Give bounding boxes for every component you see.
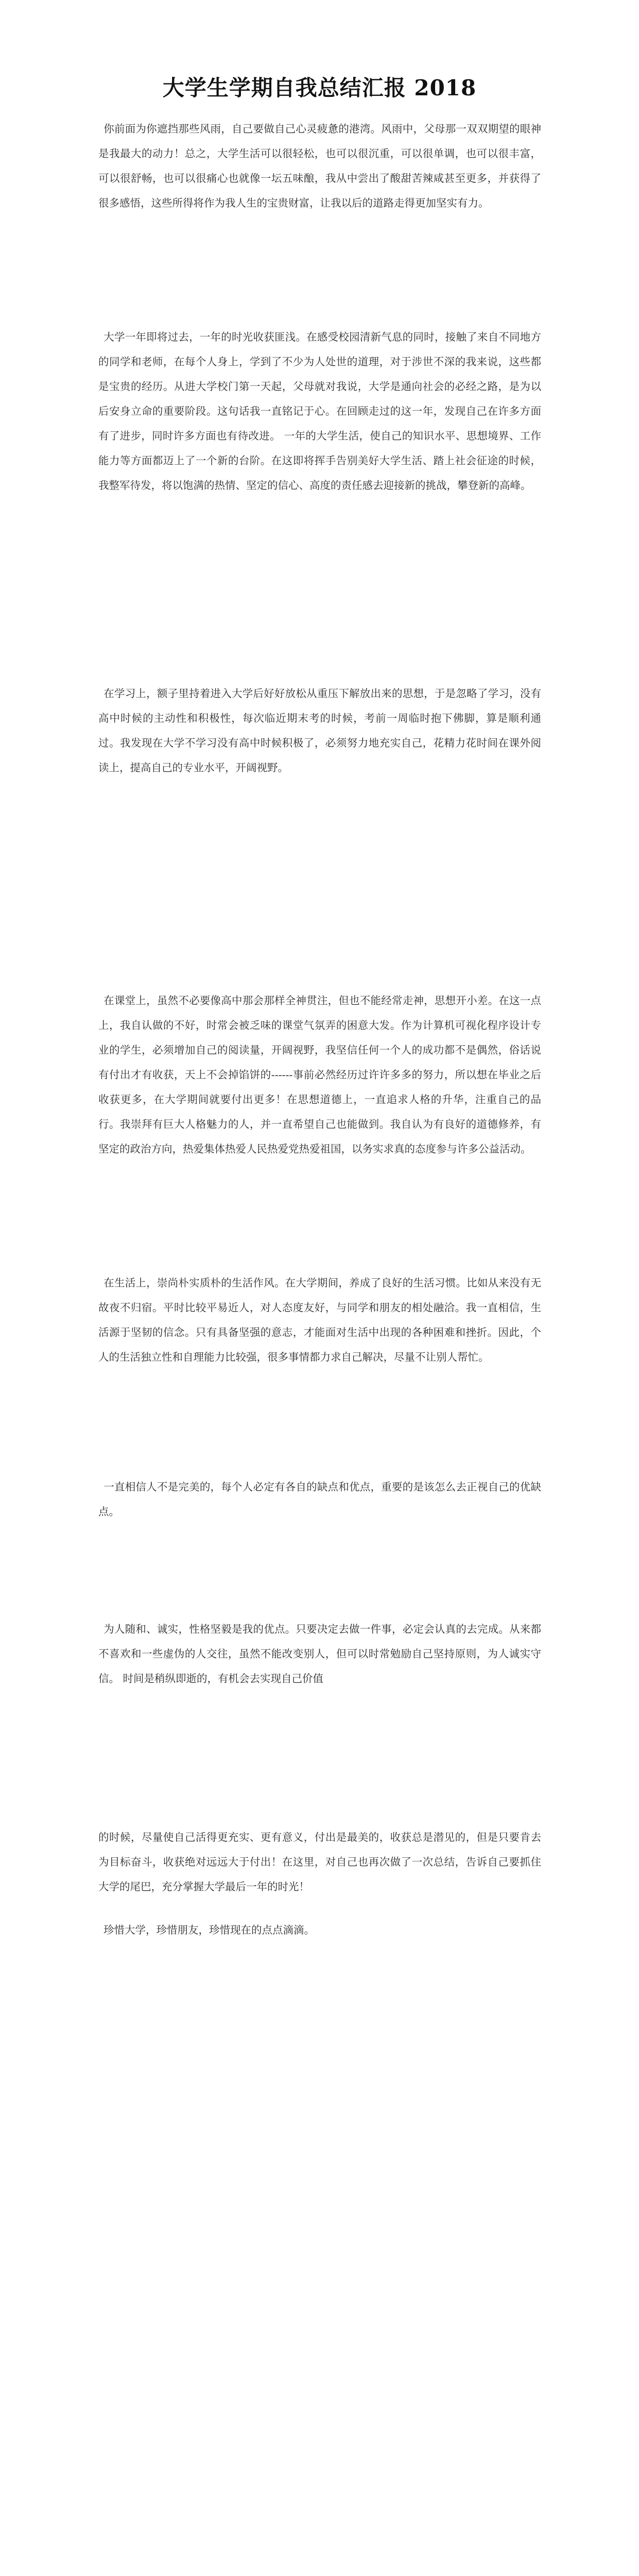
- paragraph-year-review-text: 大学一年即将过去，一年的时光收获匪浅。在感受校园清新气息的同时，接触了来自不同地方的同学和老师，在每个人身上，学到了不少为人处世的道理，对于涉世不深的我来说，这些都是宝贵的经历。从进大学校门第一天起，父母就对我说，大学是通向社会的必经之路，是为以后安身立命的重要阶段。这句话我一直铭记于心。在回顾走过的这一年，发现自己在许多方面有了进步，同时许多方面也有待改进。 一年的大学生活，使自己的知识水平、思想境界、工作能力等方面都迈上了一个新的台阶。在这即将挥手告别美好大学生活、踏上社会征途的时候，我整军待发，将以饱满的热情、坚定的信心、高度的责任感去迎接新的挑战，攀登新的高峰。: [98, 331, 541, 492]
- paragraph-strengths: [98, 1617, 541, 1691]
- paragraph-conclusion-text: 的时候，尽量使自己活得更充实、更有意义，付出是最美的，收获总是潜见的，但是只要肯去为目标奋斗，收获绝对远远大于付出！在这里，对自己也再次做了一次总结，告诉自己要抓住大学的尾巴，充分掌握大学最后一年的时光！: [98, 1831, 541, 1893]
- paragraph-strengths-text: 为人随和、诚实，性格坚毅是我的优点。只要决定去做一件事，必定会认真的去完成。从来都不喜欢和一些虚伪的人交往，虽然不能改变别人，但可以时常勉励自己坚持原则，为人诚实守信。 时间是稍纵即逝的，有机会去实现自己价值: [98, 1623, 541, 1685]
- paragraph-classroom: [98, 988, 541, 1161]
- document-title: 大学生学期自我总结汇报 2018: [162, 75, 477, 100]
- paragraph-study: [98, 681, 541, 780]
- paragraph-year-review: [98, 325, 541, 498]
- paragraph-self-view-text: 一直相信人不是完美的，每个人必定有各自的缺点和优点，重要的是该怎么去正视自己的优缺点。: [98, 1481, 541, 1518]
- paragraph-intro: [98, 116, 541, 215]
- paragraph-conclusion: [98, 1825, 541, 1899]
- paragraph-intro-text: 你前面为你遮挡那些风雨，自己要做自己心灵疲惫的港湾。风雨中，父母那一双双期望的眼神是我最大的动力！总之，大学生活可以很轻松，也可以很沉重，可以很单调，也可以很丰富，可以很舒畅，也可以很痛心也就像一坛五味酿，我从中尝出了酸甜苦辣咸甚至更多，并获得了很多感悟，这些所得将作为我人生的宝贵财富，让我以后的道路走得更加坚实有力。: [98, 123, 541, 209]
- paragraph-self-view: [98, 1475, 541, 1524]
- paragraph-life: [98, 1270, 541, 1369]
- paragraph-life-text: 在生活上，崇尚朴实质朴的生活作风。在大学期间，养成了良好的生活习惯。比如从来没有无故夜不归宿。平时比较平易近人，对人态度友好，与同学和朋友的相处融洽。我一直相信，生活源于坚韧的信念。只有具备坚强的意志，才能面对生活中出现的各种困难和挫折。因此，个人的生活独立性和自理能力比较强，很多事情都力求自己解决，尽量不让别人帮忙。: [98, 1277, 541, 1363]
- paragraph-study-text: 在学习上，额子里持着进入大学后好好放松从重压下解放出来的思想，于是忽略了学习，没有高中时候的主动性和积极性，每次临近期末考的时候，考前一周临时抱下佛脚，算是顺利通过。我发现在大学不学习没有高中时候积极了，必须努力地充实自己，花精力花时间在课外阅读上，提高自己的专业水平，开阔视野。: [98, 687, 541, 774]
- paragraph-classroom-text: 在课堂上，虽然不必要像高中那会那样全神贯注，但也不能经常走神，思想开小差。在这一点上，我自认做的不好，时常会被乏味的课堂气氛弄的困意大发。作为计算机可视化程序设计专业的学生，必须增加自己的阅读量，开阔视野，我坚信任何一个人的成功都不是偶然，俗话说 有付出才有收获，天上不会掉馅饼的------事前必然经历过许许多多的努力，所以想在毕业之后收获更多，在大学期间就要付出更多！在思想道德上，一直追求人格的升华，注重自己的品行。我崇拜有巨大人格魅力的人，并一直希望自己也能做到。我自认为有良好的道德修养，有坚定的政治方向，热爱集体热爱人民热爱党热爱祖国，以务实求真的态度参与许多公益活动。: [98, 994, 541, 1155]
- paragraph-closing: [98, 1918, 541, 1942]
- paragraph-closing-text: 珍惜大学，珍惜朋友，珍惜现在的点点滴滴。: [103, 1924, 315, 1936]
